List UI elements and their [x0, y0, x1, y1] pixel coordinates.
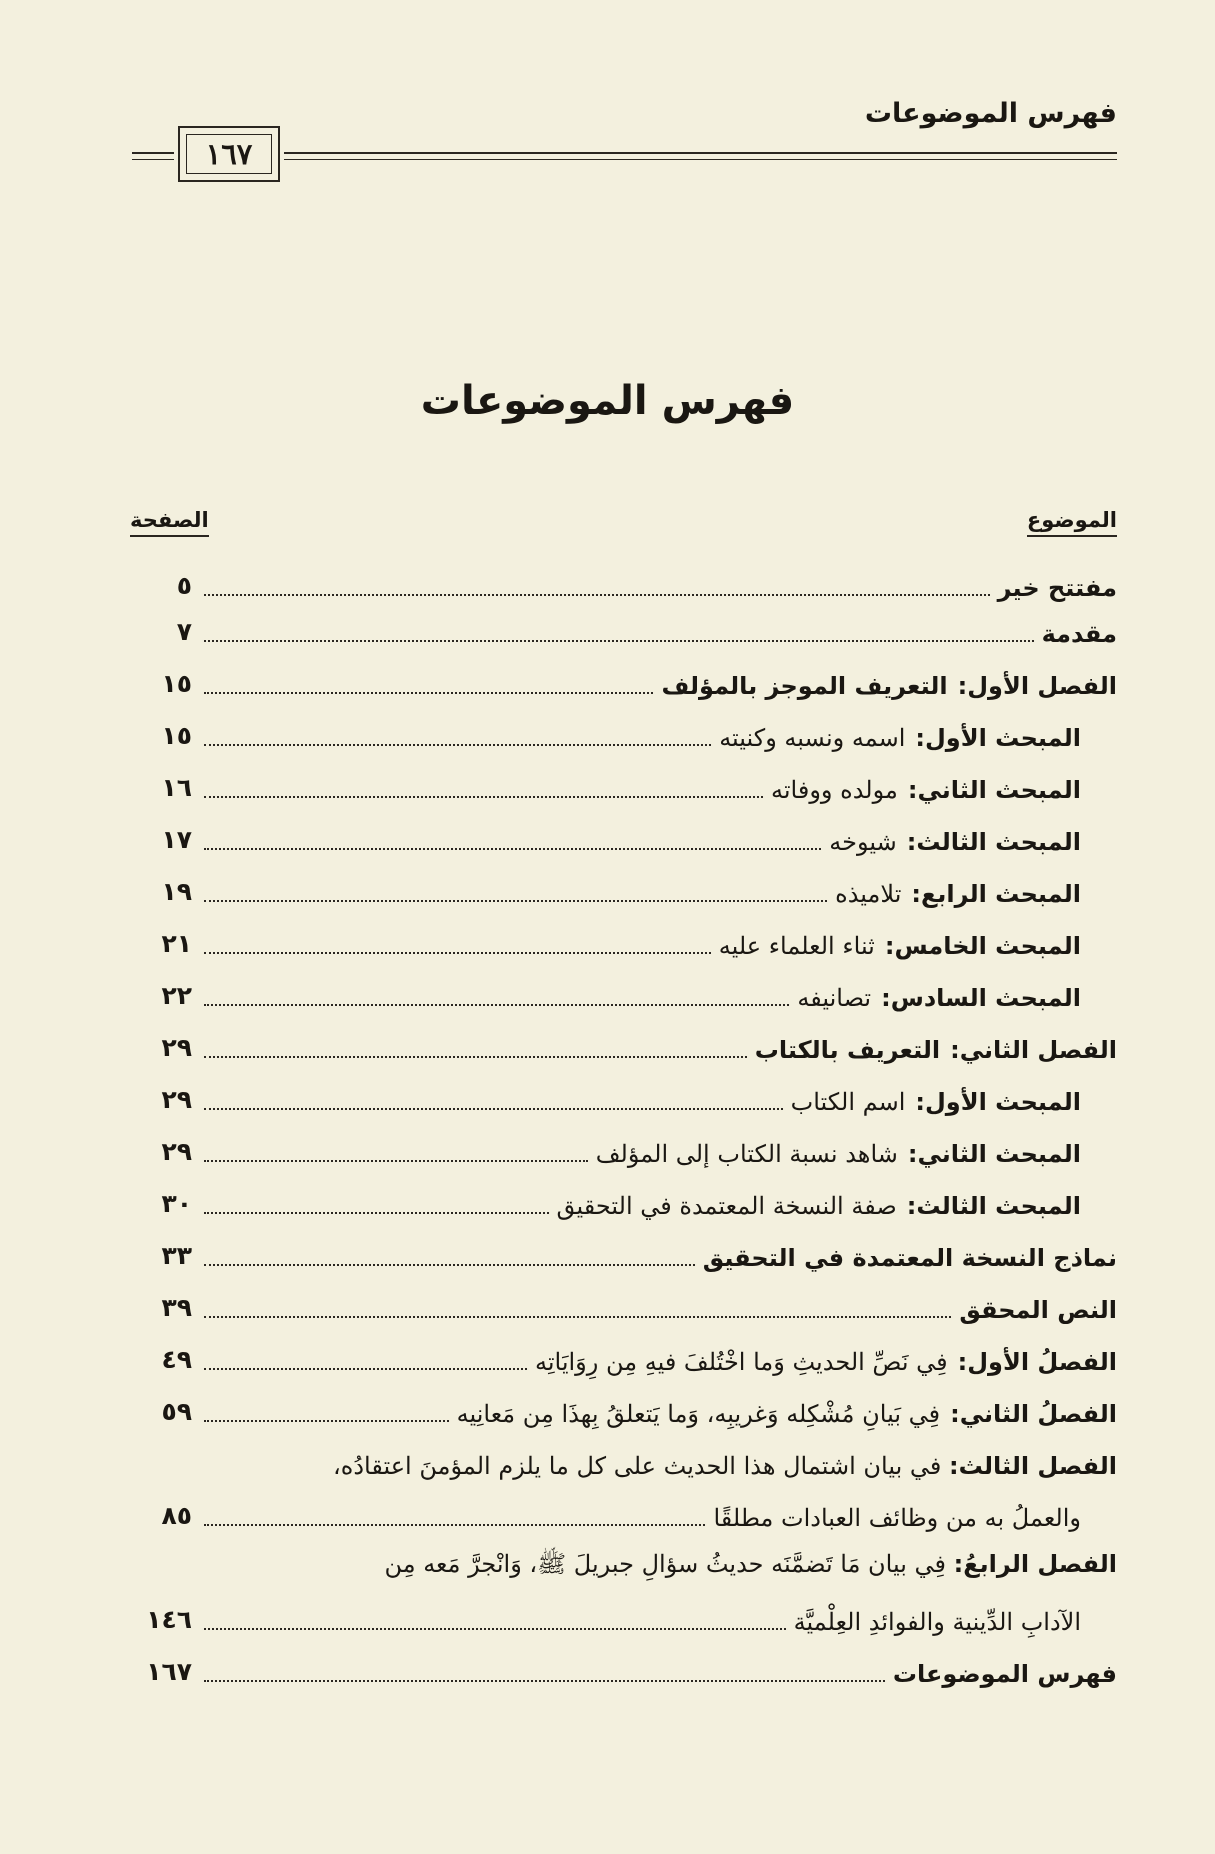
- toc-entry-page: ١٩: [161, 877, 192, 906]
- toc-entry: [0, 706, 1215, 758]
- dot-leader: [204, 1628, 786, 1630]
- toc-entry-page: ٢٩: [161, 1137, 192, 1166]
- toc-entry-continuation: [0, 1590, 1215, 1642]
- toc-entry-label: المبحث الثاني:: [907, 1140, 1081, 1168]
- toc-entry-page: ٣٩: [161, 1293, 192, 1322]
- header-rule: [132, 159, 174, 160]
- dot-leader: [204, 1160, 588, 1162]
- toc-entry: [0, 1382, 1215, 1434]
- dot-leader: [204, 1524, 705, 1526]
- toc-entry-label: الفصل الأول:: [957, 672, 1117, 700]
- toc-entry-continuation: [0, 1486, 1215, 1538]
- toc-entry-text: التعريف بالكتاب: [754, 1036, 941, 1064]
- toc-entry-page: ٣٣: [161, 1241, 192, 1270]
- header-rule: [132, 152, 174, 154]
- dot-leader: [204, 1316, 951, 1318]
- running-header: [132, 92, 1117, 192]
- dot-leader: [204, 594, 990, 596]
- dot-leader: [204, 692, 653, 694]
- toc-entry: [0, 654, 1215, 706]
- page-column-header: الصفحة: [130, 508, 209, 537]
- toc-entry: [0, 1174, 1215, 1226]
- header-rule: [284, 159, 1117, 160]
- toc-entry-text: في بيان اشتمال هذا الحديث على كل ما يلزم المؤمنَ اعتقادُه،: [333, 1452, 942, 1480]
- topic-column-header: الموضوع: [1027, 508, 1117, 537]
- toc-entry-page: ٨٥: [161, 1501, 192, 1530]
- toc-entry-page: ٥: [176, 571, 192, 600]
- toc-entry: [0, 556, 1215, 608]
- toc-entry-label: الفصل الرابعُ:: [953, 1550, 1117, 1578]
- toc-entry: [0, 1018, 1215, 1070]
- dot-leader: [204, 1212, 549, 1214]
- toc-entry-label: الفصل الثالث:: [949, 1452, 1117, 1480]
- toc-entry: [0, 602, 1215, 654]
- toc-entry-text: فِي بَيانِ مُشْكِله وَغريبِه، وَما يَتعلقُ بِهذَا مِن مَعانِيه: [456, 1400, 941, 1428]
- toc-entry-label: المبحث الرابع:: [911, 880, 1081, 908]
- toc-entry-label: المبحث الثالث:: [906, 1192, 1081, 1220]
- toc-entry-text: اسم الكتاب: [790, 1088, 906, 1116]
- dot-leader: [204, 1680, 885, 1682]
- toc-entry: [0, 1278, 1215, 1330]
- dot-leader: [204, 900, 827, 902]
- dot-leader: [204, 1056, 747, 1058]
- page-number: ١٦٧: [186, 134, 272, 174]
- dot-leader: [204, 848, 821, 850]
- toc-entry-page: ٧: [176, 617, 192, 646]
- toc-entry: [0, 914, 1215, 966]
- toc-entry-text: التعريف الموجز بالمؤلف: [661, 672, 948, 700]
- header-rule: [284, 152, 1117, 154]
- toc-entry: [0, 1434, 1215, 1486]
- toc-entry-label: الفصلُ الأول:: [957, 1348, 1117, 1376]
- toc-entry-label: المبحث الأول:: [915, 1088, 1081, 1116]
- toc-entry-label: المبحث الخامس:: [884, 932, 1081, 960]
- toc-entry-page: ٤٩: [161, 1345, 192, 1374]
- toc-entry: [0, 1538, 1215, 1590]
- toc-entry-text: فِي بيان مَا تَضمَّنَه حديثُ سؤالِ جبريلَ ﷺ، وَانْجرَّ مَعه مِن: [384, 1550, 947, 1578]
- toc-entry-text: تصانيفه: [797, 984, 872, 1012]
- toc-entry-text: اسمه ونسبه وكنيته: [719, 724, 906, 752]
- toc-entry-label: مفتتح خير: [997, 574, 1117, 602]
- toc-entry: [0, 1122, 1215, 1174]
- toc-entry-text: شاهد نسبة الكتاب إلى المؤلف: [595, 1140, 898, 1168]
- toc-entry: [0, 810, 1215, 862]
- toc-entry-label: نماذج النسخة المعتمدة في التحقيق: [702, 1244, 1117, 1272]
- toc-entry-text: ثناء العلماء عليه: [718, 932, 875, 960]
- toc-entry-page: ٢٢: [161, 981, 192, 1010]
- toc-entry-page: ٢٩: [161, 1085, 192, 1114]
- dot-leader: [204, 640, 1034, 642]
- toc-entry-label: المبحث الثاني:: [907, 776, 1081, 804]
- toc-entry-page: ١٦٧: [146, 1657, 192, 1686]
- toc-entry-page: ١٧: [161, 825, 192, 854]
- toc-entry-page: ١٥: [161, 721, 192, 750]
- toc-entry-label: فهرس الموضوعات: [892, 1660, 1117, 1688]
- dot-leader: [204, 1004, 789, 1006]
- toc-entry-text: والعملُ به من وظائف العبادات مطلقًا: [713, 1504, 1081, 1532]
- toc-entry: [0, 1642, 1215, 1694]
- dot-leader: [204, 1108, 783, 1110]
- dot-leader: [204, 1264, 695, 1266]
- toc-entry-label: المبحث السادس:: [881, 984, 1081, 1012]
- dot-leader: [204, 744, 711, 746]
- toc-entry-label: النص المحقق: [959, 1296, 1117, 1324]
- page-title: فهرس الموضوعات: [420, 378, 795, 424]
- toc-entry-page: ٣٠: [161, 1189, 192, 1218]
- toc-entry: [0, 966, 1215, 1018]
- toc-entry-label: الفصلُ الثاني:: [950, 1400, 1117, 1428]
- toc-entry: [0, 1226, 1215, 1278]
- toc-entry-text: فِي نَصِّ الحديثِ وَما اخْتُلفَ فيهِ مِن رِوَايَاتِه: [534, 1348, 948, 1376]
- toc-entry-text: الآدابِ الدِّينية والفوائدِ العِلْميَّة: [793, 1608, 1081, 1636]
- toc-entry-text: صفة النسخة المعتمدة في التحقيق: [556, 1192, 897, 1220]
- toc-entry-text: مولده ووفاته: [770, 776, 898, 804]
- toc-entry: [0, 862, 1215, 914]
- dot-leader: [204, 796, 763, 798]
- running-title: فهرس الموضوعات: [864, 98, 1117, 129]
- dot-leader: [204, 952, 711, 954]
- toc-entry-page: ١٦: [161, 773, 192, 802]
- toc-entry-page: ١٤٦: [146, 1605, 192, 1634]
- toc-entry-text: تلاميذه: [835, 880, 902, 908]
- page-number-box: [178, 126, 280, 182]
- toc-entry-text: شيوخه: [829, 828, 897, 856]
- toc-entry-page: ١٥: [161, 669, 192, 698]
- toc-entry: [0, 1330, 1215, 1382]
- toc-entry-label: المبحث الثالث:: [906, 828, 1081, 856]
- toc-entry-page: ٢١: [161, 929, 192, 958]
- dot-leader: [204, 1368, 527, 1370]
- toc-entry-label: الفصل الثاني:: [950, 1036, 1117, 1064]
- toc-entry-page: ٥٩: [161, 1397, 192, 1426]
- toc-entry-label: المبحث الأول:: [915, 724, 1081, 752]
- toc-entry-page: ٢٩: [161, 1033, 192, 1062]
- dot-leader: [204, 1420, 449, 1422]
- toc-entry: [0, 1070, 1215, 1122]
- toc-entry-label: مقدمة: [1041, 620, 1117, 648]
- toc-entry: [0, 758, 1215, 810]
